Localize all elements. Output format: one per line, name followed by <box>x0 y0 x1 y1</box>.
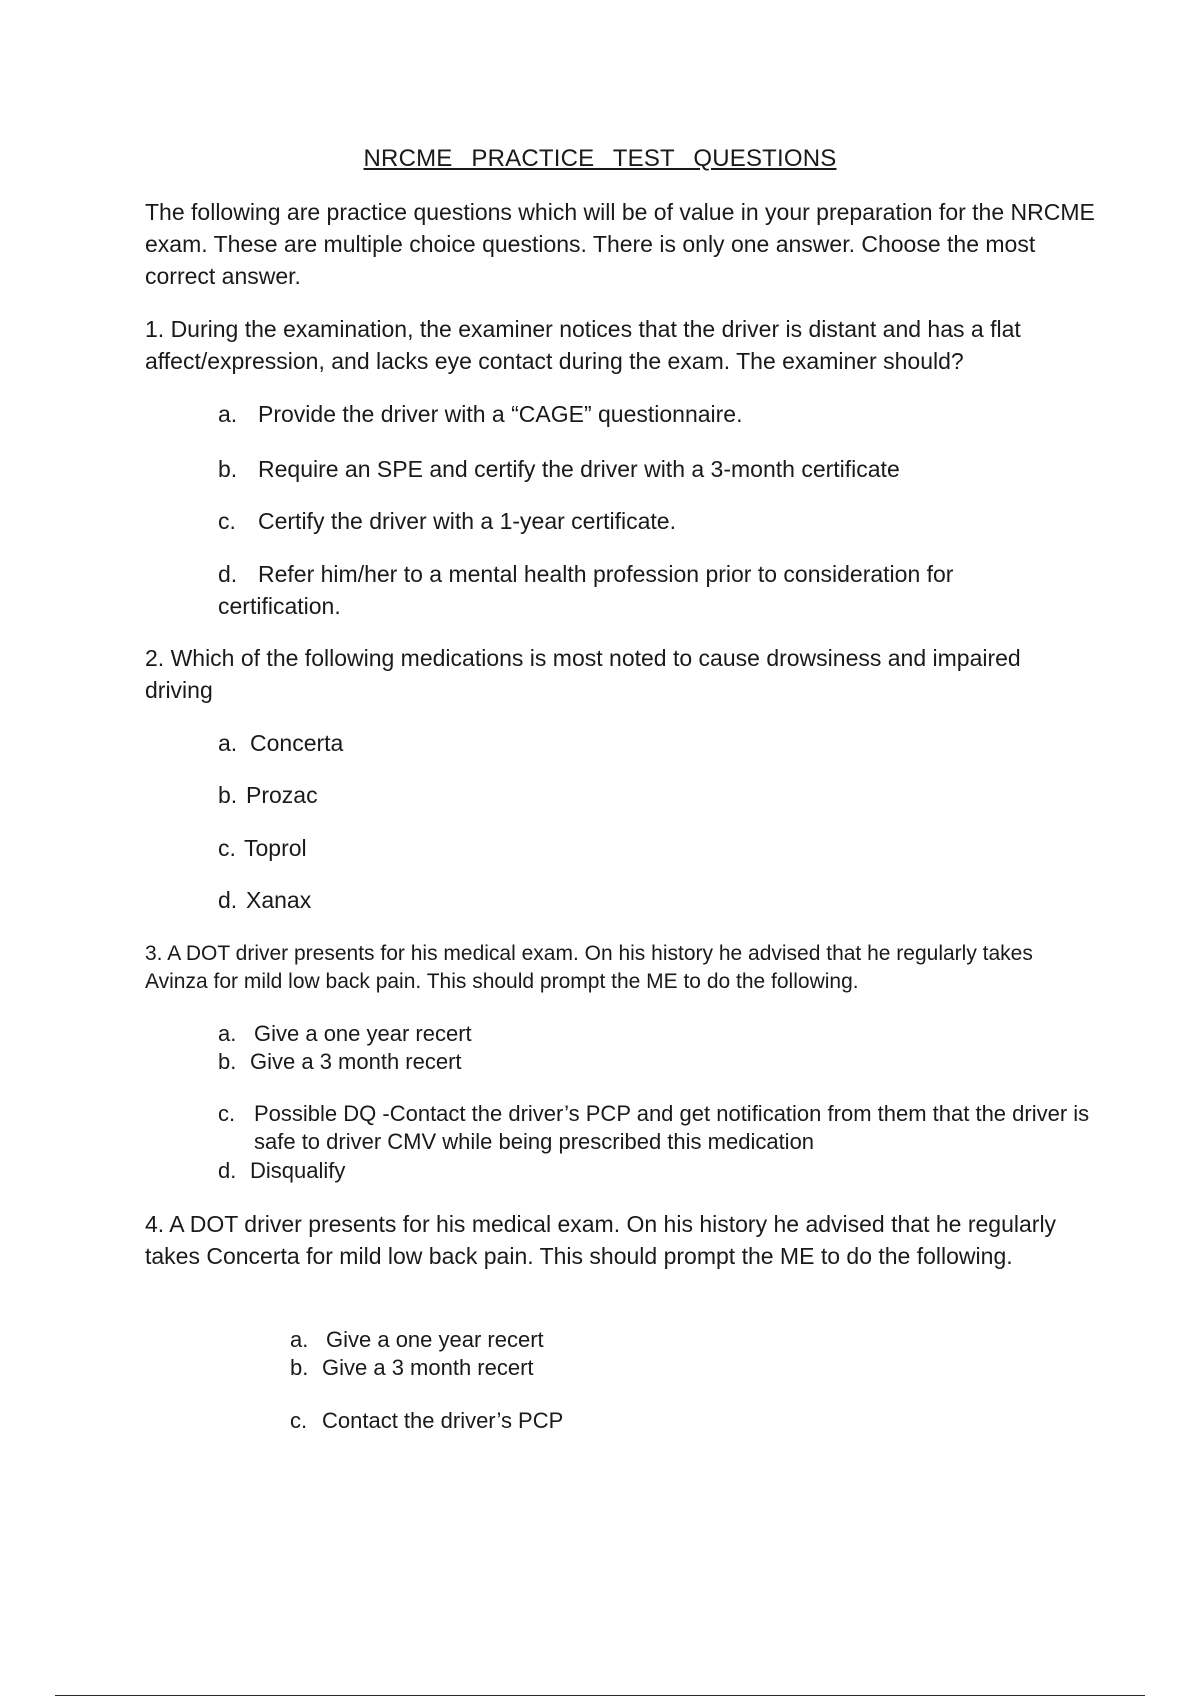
option-text: Contact the driver’s PCP <box>322 1408 564 1433</box>
option-letter: b. <box>218 1049 237 1074</box>
option-text: Give a 3 month recert <box>250 1049 462 1074</box>
question-3-option-a <box>218 1020 472 1048</box>
option-letter: b. <box>218 456 238 482</box>
page-bottom-divider <box>55 1695 1145 1696</box>
option-letter: d. <box>218 561 238 587</box>
question-3-option-b <box>218 1048 462 1076</box>
question-1-option-a <box>218 398 1078 430</box>
option-letter: b. <box>218 782 238 808</box>
question-1-option-b <box>218 453 1078 485</box>
question-4-option-c <box>290 1407 563 1435</box>
option-letter: c. <box>290 1408 308 1433</box>
question-3-option-d <box>218 1157 345 1185</box>
question-2-option-a <box>218 727 343 759</box>
question-1-option-d <box>218 558 1038 622</box>
question-3-prompt: 3. A DOT driver presents for his medical exam. On his history he advised that he regularly takes Avinza for mild low back pain. This should prompt the ME to do the following. <box>145 942 1033 993</box>
option-text: Give a 3 month recert <box>322 1355 534 1380</box>
option-letter: c. <box>218 1101 236 1126</box>
option-text: Concerta <box>250 730 344 756</box>
page-title: NRCME PRACTICE TEST QUESTIONS <box>363 145 837 172</box>
option-letter: a. <box>218 1021 237 1046</box>
question-1-option-c <box>218 505 1078 537</box>
option-text: Prozac <box>246 782 318 808</box>
option-letter: c. <box>218 508 236 534</box>
option-letter: d. <box>218 887 238 913</box>
option-text: Provide the driver with a “CAGE” questionnaire. <box>258 401 743 427</box>
question-3-option-c <box>218 1100 1104 1156</box>
option-letter: a. <box>290 1327 309 1352</box>
question-4-option-a <box>290 1326 544 1354</box>
question-2-option-d <box>218 884 311 916</box>
question-2-option-c <box>218 832 307 864</box>
intro-paragraph: The following are practice questions which will be of value in your preparation for the NRCME exam. These are multiple choice questions. There is only one answer. Choose the most correct answer. <box>145 199 1095 289</box>
option-text: Possible DQ -Contact the driver’s PCP and get notification from them that the driver is safe to driver CMV while being prescribed this medication <box>254 1101 1090 1154</box>
option-text: Refer him/her to a mental health profession prior to consideration for certification. <box>218 561 954 619</box>
option-text: Disqualify <box>250 1158 346 1183</box>
question-4-option-b <box>290 1354 534 1382</box>
option-text: Toprol <box>244 835 307 861</box>
option-text: Certify the driver with a 1-year certificate. <box>258 508 676 534</box>
option-letter: d. <box>218 1158 237 1183</box>
question-2-option-b <box>218 779 318 811</box>
option-letter: a. <box>218 730 238 756</box>
option-text: Give a one year recert <box>254 1021 472 1046</box>
option-letter: b. <box>290 1355 309 1380</box>
option-text: Give a one year recert <box>326 1327 544 1352</box>
option-text: Xanax <box>246 887 312 913</box>
option-letter: a. <box>218 401 238 427</box>
question-2-prompt: 2. Which of the following medications is most noted to cause drowsiness and impaired driving <box>145 645 1021 703</box>
option-letter: c. <box>218 835 236 861</box>
option-text: Require an SPE and certify the driver with a 3-month certificate <box>258 456 900 482</box>
question-4-prompt: 4. A DOT driver presents for his medical exam. On his history he advised that he regularly takes Concerta for mild low back pain. This should prompt the ME to do the following. <box>145 1211 1057 1269</box>
question-1-prompt: 1. During the examination, the examiner notices that the driver is distant and has a flat affect/expression, and lacks eye contact during the exam. The examiner should? <box>145 316 1021 374</box>
